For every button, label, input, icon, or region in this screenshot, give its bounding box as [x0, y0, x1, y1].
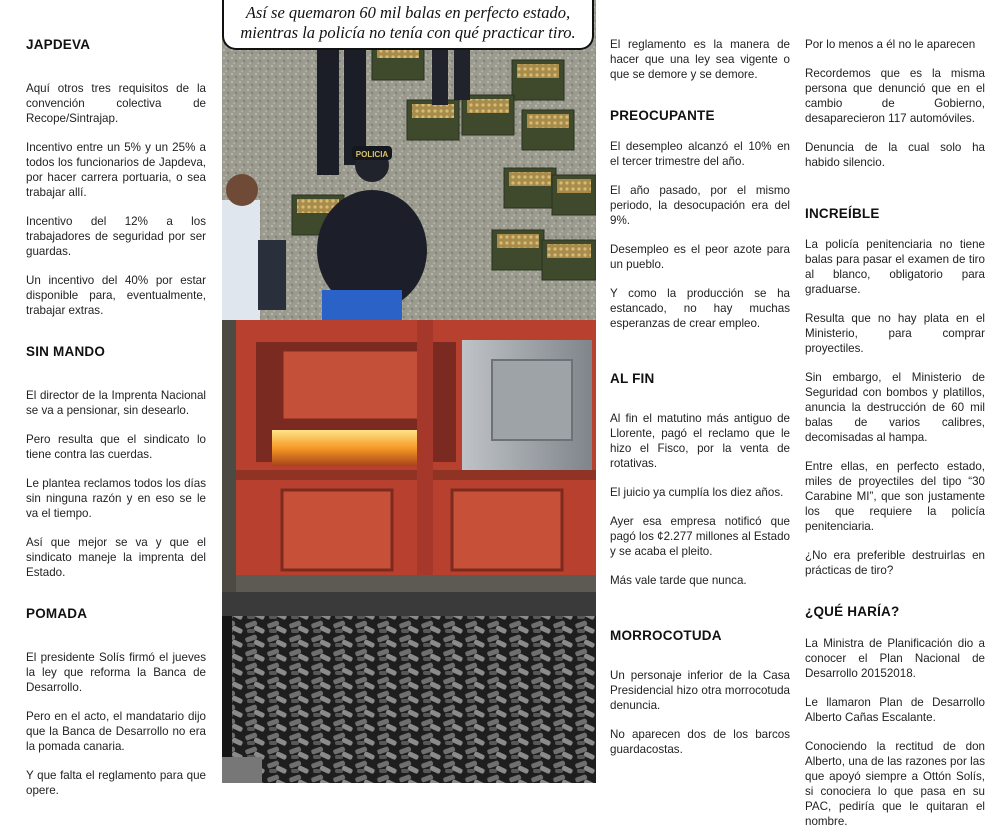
section-heading: MORROCOTUDA: [610, 628, 722, 643]
section-heading: ¿QUÉ HARÍA?: [805, 604, 900, 619]
column-3: [610, 0, 790, 757]
paragraph: El juicio ya cumplía los diez años.: [610, 486, 784, 499]
section-pomada: [26, 606, 206, 798]
section-heading: JAPDEVA: [26, 37, 91, 52]
paragraph: Desempleo es el peor azote para un pueblo.: [610, 243, 790, 271]
paragraph: Recordemos que es la misma persona que denunció que en el cambio de Gobierno, desaparecieron 117 automóviles.: [805, 67, 985, 125]
section-heading: POMADA: [26, 606, 88, 621]
paragraph: No aparecen dos de los barcos guardacostas.: [610, 728, 790, 756]
paragraph: ¿No era preferible destruirlas en prácticas de tiro?: [805, 549, 985, 577]
paragraph: Ayer esa empresa notificó que pagó los ¢2.277 millones al Estado y se acaba el pleito.: [610, 515, 790, 558]
caption-line: Así se quemaron 60 mil balas en perfecto estado,: [245, 3, 571, 22]
paragraph: La policía penitenciaria no tiene balas para pasar el examen de tiro al blanco, obligatorio para graduarse.: [805, 238, 985, 296]
paragraph: Por lo menos a él no le aparecen: [805, 38, 976, 51]
paragraph: Incentivo del 12% a los trabajadores de seguridad por ser guardas.: [26, 215, 206, 258]
photo-column: [222, 0, 596, 783]
photo-burnt-casings: [222, 592, 596, 783]
paragraph: El director de la Imprenta Nacional se va a pensionar, sin desearlo.: [26, 389, 206, 417]
paragraph: El presidente Solís firmó el jueves la ley que reforma la Banca de Desarrollo.: [26, 651, 206, 694]
paragraph: Conociendo la rectitud de don Alberto, una de las razones por las que apoyó siempre a Ottón Solís, si conociera lo que pasa en su PAC, pediría que le quitaran el nombre.: [805, 740, 985, 828]
paragraph: La Ministra de Planificación dio a conocer el Plan Nacional de Desarrollo 20152018.: [805, 637, 985, 680]
section-morrocotuda: [610, 628, 790, 757]
section-heading: SIN MANDO: [26, 344, 106, 359]
photo-incinerator: [222, 320, 596, 592]
paragraph: El desempleo alcanzó el 10% en el tercer trimestre del año.: [610, 140, 790, 168]
paragraph: Le llamaron Plan de Desarrollo Alberto Cañas Escalante.: [805, 696, 985, 724]
section-que-haria: [805, 604, 985, 829]
paragraph: Aquí otros tres requisitos de la convención colectiva de Recope/Sintrajap.: [26, 82, 206, 125]
paragraph: Le plantea reclamos todos los días sin ninguna razón y en eso se le va el tiempo.: [26, 477, 206, 520]
paragraph: Entre ellas, en perfecto estado, miles de proyectiles del tipo “30 Carabine MI”, que son justamente los que requiere la policía penitenciaria.: [805, 460, 985, 533]
paragraph: El año pasado, por el mismo periodo, la desocupación era del 9%.: [610, 184, 790, 227]
column-1: [26, 0, 206, 798]
section-heading: INCREÍBLE: [805, 206, 880, 221]
photo-burnt-casings-graphic: [222, 592, 596, 783]
section-heading: AL FIN: [610, 371, 655, 386]
paragraph: Incentivo entre un 5% y un 25% a todos los funcionarios de Japdeva, por hacer carrera portuaria, o sea trabajar allí.: [26, 141, 206, 199]
paragraph: Y que falta el reglamento para que opere.: [26, 769, 206, 797]
paragraph: Al fin el matutino más antiguo de Llorente, pagó el reclamo que le hizo el Fisco, por la venta de rotativas.: [610, 412, 790, 470]
paragraph: El reglamento es la manera de hacer que una ley sea vigente o que se demore y se demore.: [610, 38, 790, 81]
cap-badge-label: POLICIA: [355, 150, 389, 159]
paragraph: Así que mejor se va y que el sindicato maneje la imprenta del Estado.: [26, 536, 206, 579]
section-sin-mando: [26, 344, 206, 580]
section-al-fin: [610, 371, 790, 588]
paragraph: Resulta que no hay plata en el Ministerio, para comprar proyectiles.: [805, 312, 985, 355]
paragraph: Denuncia de la cual solo ha habido silencio.: [805, 141, 985, 169]
section-heading: PREOCUPANTE: [610, 108, 715, 123]
caption-line: mientras la policía no tenía con qué practicar tiro.: [240, 23, 576, 42]
section-increible: [805, 206, 985, 578]
photo-caption: [222, 0, 594, 50]
photo-incinerator-graphic: [222, 320, 596, 592]
paragraph: Un incentivo del 40% por estar disponible para, eventualmente, trabajar extras.: [26, 274, 206, 317]
paragraph: Pero en el acto, el mandatario dijo que la Banca de Desarrollo no era la pomada canaria.: [26, 710, 206, 753]
paragraph: Pero resulta que el sindicato lo tiene contra las cuerdas.: [26, 433, 206, 461]
column-4: [805, 0, 985, 829]
section-preocupante: [610, 108, 790, 331]
paragraph: Y como la producción se ha estancado, no hay muchas esperanzas de crear empleo.: [610, 287, 790, 330]
paragraph: Más vale tarde que nunca.: [610, 574, 747, 587]
section-japdeva: [26, 37, 206, 318]
paragraph: Un personaje inferior de la Casa Presidencial hizo otra morrocotuda denuncia.: [610, 669, 790, 712]
paragraph: Sin embargo, el Ministerio de Seguridad con bombos y platillos, anuncia la destrucción de 60 mil balas de varios calibres, decomisadas al hampa.: [805, 371, 985, 444]
